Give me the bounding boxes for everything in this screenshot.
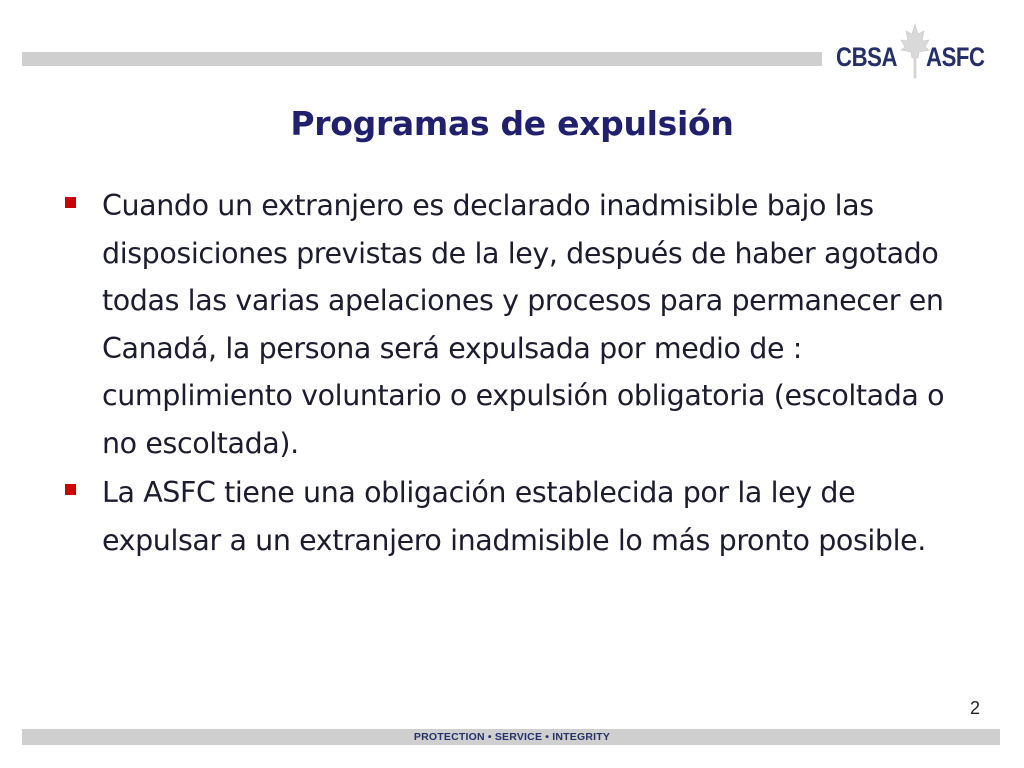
square-bullet-icon xyxy=(65,197,76,208)
bullet-item xyxy=(62,469,962,564)
bullet-text: La ASFC tiene una obligación establecida por la ley de expulsar a un extranjero inadmisible lo más pronto posible. xyxy=(102,476,926,557)
bullet-list xyxy=(62,182,962,564)
footer-tagline: PROTECTION • SERVICE • INTEGRITY xyxy=(413,731,611,743)
bullet-text: Cuando un extranjero es declarado inadmisible bajo las disposiciones previstas de la ley, después de haber agotado todas las varias apelaciones y procesos para permanecer en Canadá, la persona será expulsada por medio de : cumplimiento voluntario o expulsión obligatoria (escoltada o no escoltada). xyxy=(102,189,945,460)
header-rule xyxy=(22,52,822,66)
logo-cbsa-text: CBSA xyxy=(836,42,898,72)
bullet-item xyxy=(62,182,962,467)
square-bullet-icon xyxy=(65,484,76,495)
cbsa-asfc-logo xyxy=(836,22,986,82)
logo-asfc-text: ASFC xyxy=(926,42,985,72)
page-number: 2 xyxy=(969,698,980,718)
slide-title: Programas de expulsión xyxy=(290,104,734,143)
